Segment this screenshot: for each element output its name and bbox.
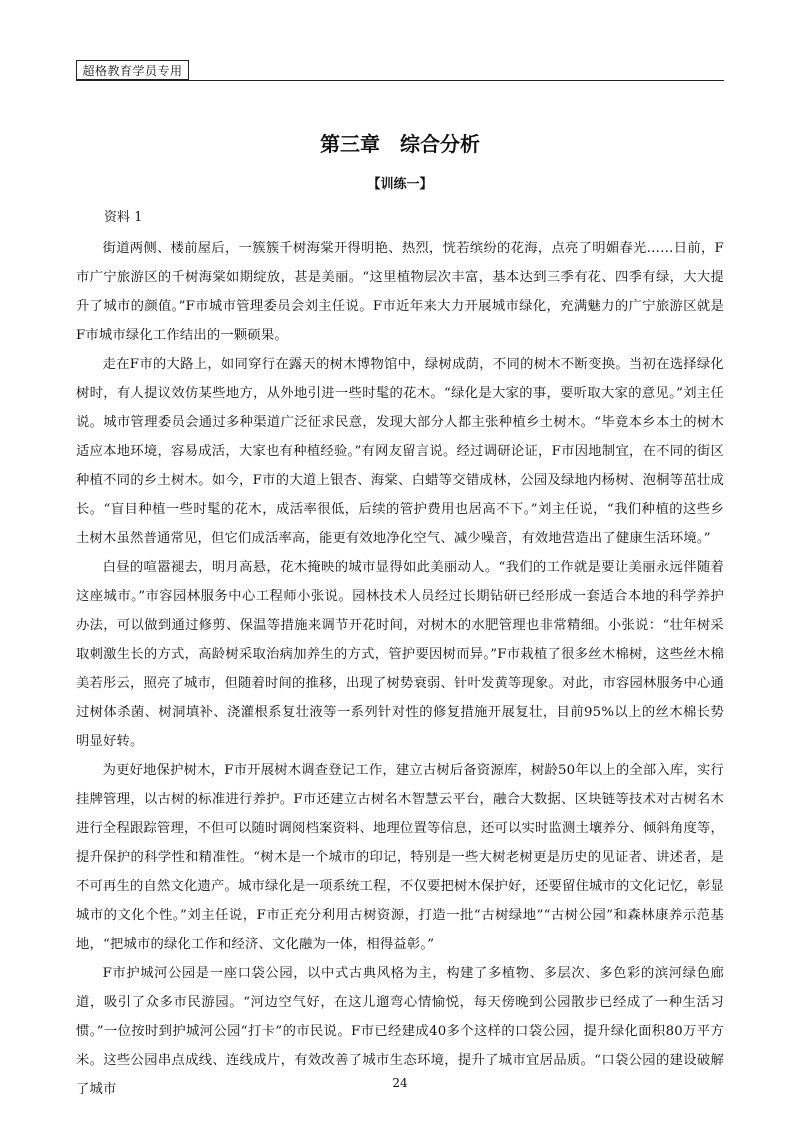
paragraph: 为更好地保护树木，F市开展树木调查登记工作，建立古树后备资源库，树龄50年以上的全部入库，实行挂牌管理，以古树的标准进行养护。F市还建立古树名木智慧云平台，融合大数据、区块链等技术对古树名木进行全程跟踪管理，不但可以随时调阅档案资料、地理位置等信息，还可以实时监测土壤养分、倾斜角度等，提升保护的科学性和精准性。“树木是一个城市的印记，特别是一些大树老树更是历史的见证者、讲述者，是不可再生的自然文化遗产。城市绿化是一项系统工程，不仅要把树木保护好，还要留住城市的文化记忆，彰显城市的文化个性。”刘主任说，F市正充分利用古树资源，打造一批“古树绿地”“古树公园”和森林康养示范基地，“把城市的绿化工作和经济、文化融为一体，相得益彰。”: [76, 763, 724, 952]
paragraph: 白昼的喧嚣褪去，明月高悬，花木掩映的城市显得如此美丽动人。“我们的工作就是要让美丽永远伴随着这座城市。”市容园林服务中心工程师小张说。园林技术人员经过长期钻研已经形成一套适合本地的科学养护办法，可以做到通过修剪、保温等措施来调节开花时间，对树木的水肥管理也非常精细。小张说：“壮年树采取刺激生长的方式，高龄树采取治病加养生的方式，管护要因树而异。”F市栽植了很多丝木棉树，这些丝木棉美若彤云，照亮了城市，但随着时间的推移，出现了树势衰弱、针叶发黄等现象。对此，市容园林服务中心通过树体杀菌、树洞填补、浇灌根系复壮液等一系列针对性的修复措施开展复壮，目前95%以上的丝木棉长势明显好转。: [76, 560, 724, 749]
page-number: 24: [392, 1076, 408, 1090]
header-badge: 超格教育学员专用: [76, 60, 189, 80]
paragraph: 走在F市的大路上，如同穿行在露天的树木博物馆中，绿树成荫，不同的树木不断变换。当初在选择绿化树时，有人提议效仿某些地方，从外地引进一些时髦的花木。“绿化是大家的事，要听取大家的意见。”刘主任说。城市管理委员会通过多种渠道广泛征求民意，发现大部分人都主张种植乡土树木。“毕竟本乡本土的树木适应本地环境，容易成活，大家也有种植经验。”有网友留言说。经过调研论证，F市因地制宜，在不同的街区种植不同的乡土树木。如今，F市的大道上银杏、海棠、白蜡等交错成林，公园及绿地内杨树、泡桐等茁壮成长。“盲目种植一些时髦的花木，成活率很低，后续的管护费用也居高不下。”刘主任说，“我们种植的这些乡土树木虽然普通常见，但它们成活率高，能更有效地净化空气、减少噪音，有效地营造出了健康生活环境。”: [76, 357, 724, 546]
material-label: 资料 1: [104, 210, 143, 225]
header-divider: [76, 80, 724, 81]
paragraph: 街道两侧、楼前屋后，一簇簇千树海棠开得明艳、热烈，恍若缤纷的花海，点亮了明媚春光……日前，F市广宁旅游区的千树海棠如期绽放，甚是美丽。“这里植物层次丰富，基本达到三季有花、四季有绿，大大提升了城市的颜值。”F市城市管理委员会刘主任说。F市近年来大力开展城市绿化，充满魅力的广宁旅游区就是F市城市绿化工作结出的一颗硕果。: [76, 241, 724, 343]
paragraph: F市护城河公园是一座口袋公园，以中式古典风格为主，构建了多植物、多层次、多色彩的滨河绿色廊道，吸引了众多市民游园。“河边空气好，在这儿遛弯心情愉悦，每天傍晚到公园散步已经成了一种生活习惯。”一位按时到护城河公园“打卡”的市民说。F市已经建成40多个这样的口袋公园，提升绿化面积80万平方米。这些公园串点成线、连线成片，有效改善了城市生态环境，提升了城市宜居品质。“口袋公园的建设破解了城市: [76, 966, 724, 1097]
chapter-title: 第三章 综合分析: [320, 132, 480, 156]
material-body: [76, 234, 724, 1104]
section-subtitle: 【训练一】: [367, 177, 433, 192]
